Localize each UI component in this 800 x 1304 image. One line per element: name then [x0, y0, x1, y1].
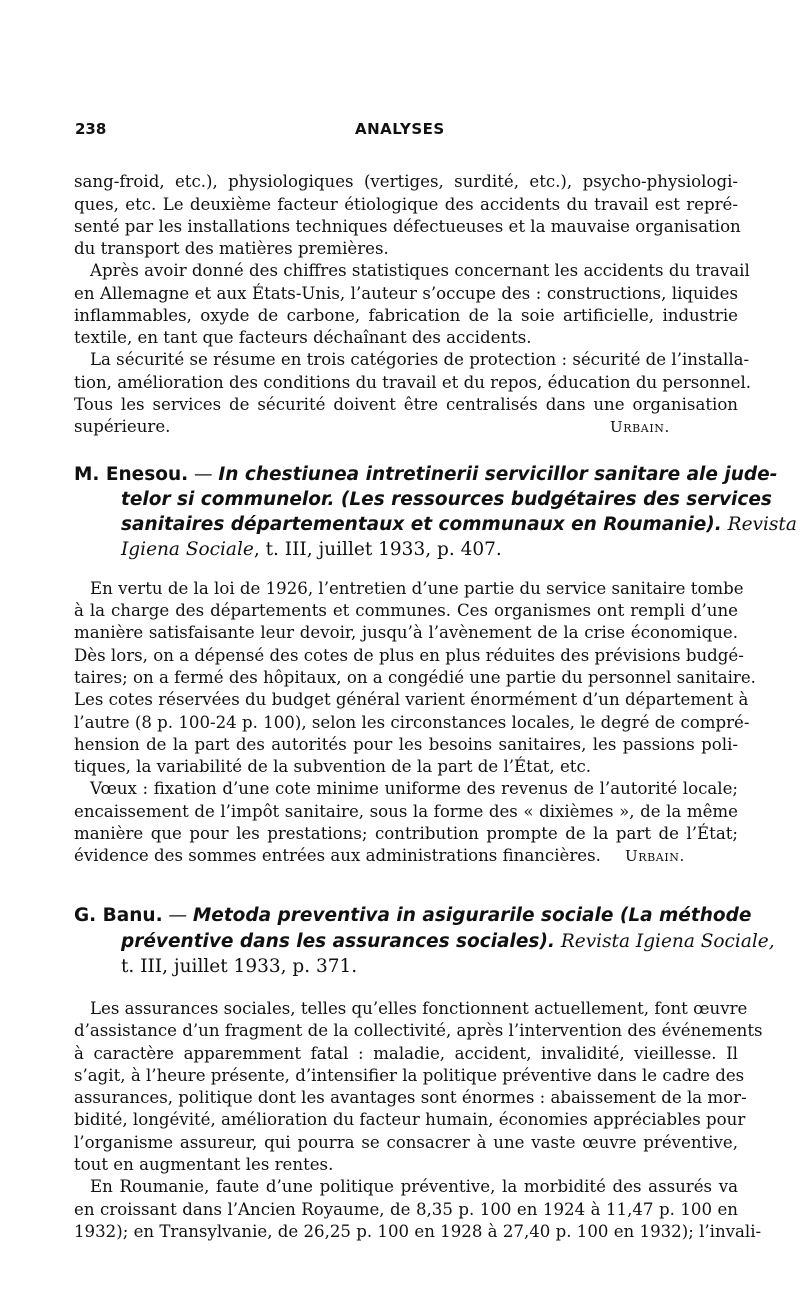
article-title-translation: préventive dans les assurances sociales). [121, 931, 555, 952]
text-line: En vertu de la loi de 1926, l’entretien d’une partie du service sanitaire tombe [90, 579, 744, 598]
article-title-translation: sanitaires départementaux et communaux en Roumanie). [121, 514, 722, 535]
text-line: d’assistance d’un fragment de la collectivité, après l’intervention des événements [74, 1021, 763, 1040]
text-line: ques, etc. Le deuxième facteur étiologique des accidents du travail est repré- [74, 195, 738, 214]
text-line: senté par les installations techniques défectueuses et la mauvaise organisation [74, 217, 741, 236]
journal-reference: t. III, juillet 1933, p. 371. [121, 956, 358, 977]
text-line: tiques, la variabilité de la subvention de la part de l’État, etc. [74, 757, 592, 776]
entry-heading [74, 903, 751, 929]
text-line: tout en augmentant les rentes. [74, 1155, 334, 1174]
text-line: l’autre (8 p. 100-24 p. 100), selon les circonstances locales, le degré de compré- [74, 713, 750, 732]
text-line: manière satisfaisante leur devoir, jusqu’à l’avènement de la crise économique. [74, 623, 738, 642]
text-line: à caractère apparemment fatal : maladie, accident, invalidité, vieillesse. Il [74, 1044, 738, 1063]
text-line: En Roumanie, faute d’une politique préventive, la morbidité des assurés va [90, 1177, 738, 1196]
running-title: ANALYSES [355, 120, 445, 138]
article-title: In chestiunea intretinerii servicillor sanitare ale jude- [218, 464, 778, 485]
page-number: 238 [75, 120, 107, 138]
text-line: évidence des sommes entrées aux administrations financières. [74, 846, 601, 865]
journal-name: Igiena Sociale [121, 539, 254, 560]
journal-name: Revista Igiena Sociale, [554, 931, 775, 952]
text-line: textile, en tant que facteurs déchaînant des accidents. [74, 328, 532, 347]
text-line: tion, amélioration des conditions du travail et du repos, éducation du personnel. [74, 373, 752, 392]
text-line: Les cotes réservées du budget général varient énormément d’un département à [74, 690, 749, 709]
text-line: manière que pour les prestations; contribution prompte de la part de l’État; [74, 824, 738, 843]
text-line: bidité, longévité, amélioration du facteur humain, économies appréciables pour [74, 1110, 746, 1129]
text-line: l’organisme assureur, qui pourra se consacrer à une vaste œuvre préventive, [74, 1133, 738, 1152]
entry-heading [121, 929, 775, 955]
text-line: Tous les services de sécurité doivent être centralisés dans une organisation [74, 395, 738, 414]
entry-heading [74, 462, 777, 488]
author-name: M. Enesou. [74, 464, 189, 485]
heading-dash: — [188, 464, 219, 485]
text-line: Après avoir donné des chiffres statistiques concernant les accidents du travail [90, 261, 750, 280]
article-title: telor si communelor. [121, 489, 335, 510]
text-line: en Allemagne et aux États-Unis, l’auteur s’occupe des : constructions, liquides [74, 284, 738, 303]
text-line: en croissant dans l’Ancien Royaume, de 8,35 p. 100 en 1924 à 11,47 p. 100 en [74, 1200, 738, 1219]
entry-heading [121, 537, 502, 563]
text-line: La sécurité se résume en trois catégories de protection : sécurité de l’installa- [90, 350, 750, 369]
article-title-translation: (La méthode [613, 905, 752, 926]
text-line: 1932); en Transylvanie, de 26,25 p. 100 en 1928 à 27,40 p. 100 en 1932); l’invali- [74, 1222, 762, 1241]
entry-heading [121, 954, 357, 980]
text-line: assurances, politique dont les avantages sont énormes : abaissement de la mor- [74, 1088, 747, 1107]
entry-heading [121, 487, 772, 513]
entry-heading [121, 512, 797, 538]
text-line: inflammables, oxyde de carbone, fabrication de la soie artificielle, industrie [74, 306, 738, 325]
signature: Urbain. [625, 847, 685, 865]
signature: Urbain. [610, 418, 670, 436]
article-title: Metoda preventiva in asigurarile sociale [192, 905, 614, 926]
text-line: Vœux : fixation d’une cote minime uniforme des revenus de l’autorité locale; [90, 779, 738, 798]
text-line: sang-froid, etc.), physiologiques (vertiges, surdité, etc.), psycho-physiologi- [74, 172, 738, 191]
text-line: s’agit, à l’heure présente, d’intensifier la politique préventive dans le cadre des [74, 1066, 745, 1085]
heading-dash: — [162, 905, 193, 926]
text-line: Les assurances sociales, telles qu’elles fonctionnent actuellement, font œuvre [90, 999, 748, 1018]
text-line: à la charge des départements et communes. Ces organismes ont rempli d’une [74, 601, 738, 620]
text-line: taires; on a fermé des hôpitaux, on a congédié une partie du personnel sanitaire. [74, 668, 756, 687]
text-line: encaissement de l’impôt sanitaire, sous la forme des « dixièmes », de la même [74, 802, 738, 821]
author-name: G. Banu. [74, 905, 163, 926]
text-line: du transport des matières premières. [74, 239, 389, 258]
journal-reference: , t. III, juillet 1933, p. 407. [253, 539, 502, 560]
journal-name: Revista [721, 514, 797, 535]
article-title-translation: (Les ressources budgétaires des services [334, 489, 772, 510]
text-line: hension de la part des autorités pour les besoins sanitaires, les passions poli- [74, 735, 738, 754]
text-line: Dès lors, on a dépensé des cotes de plus en plus réduites des prévisions budgé- [74, 646, 744, 665]
text-line: supérieure. [74, 417, 171, 436]
running-header [75, 118, 730, 142]
